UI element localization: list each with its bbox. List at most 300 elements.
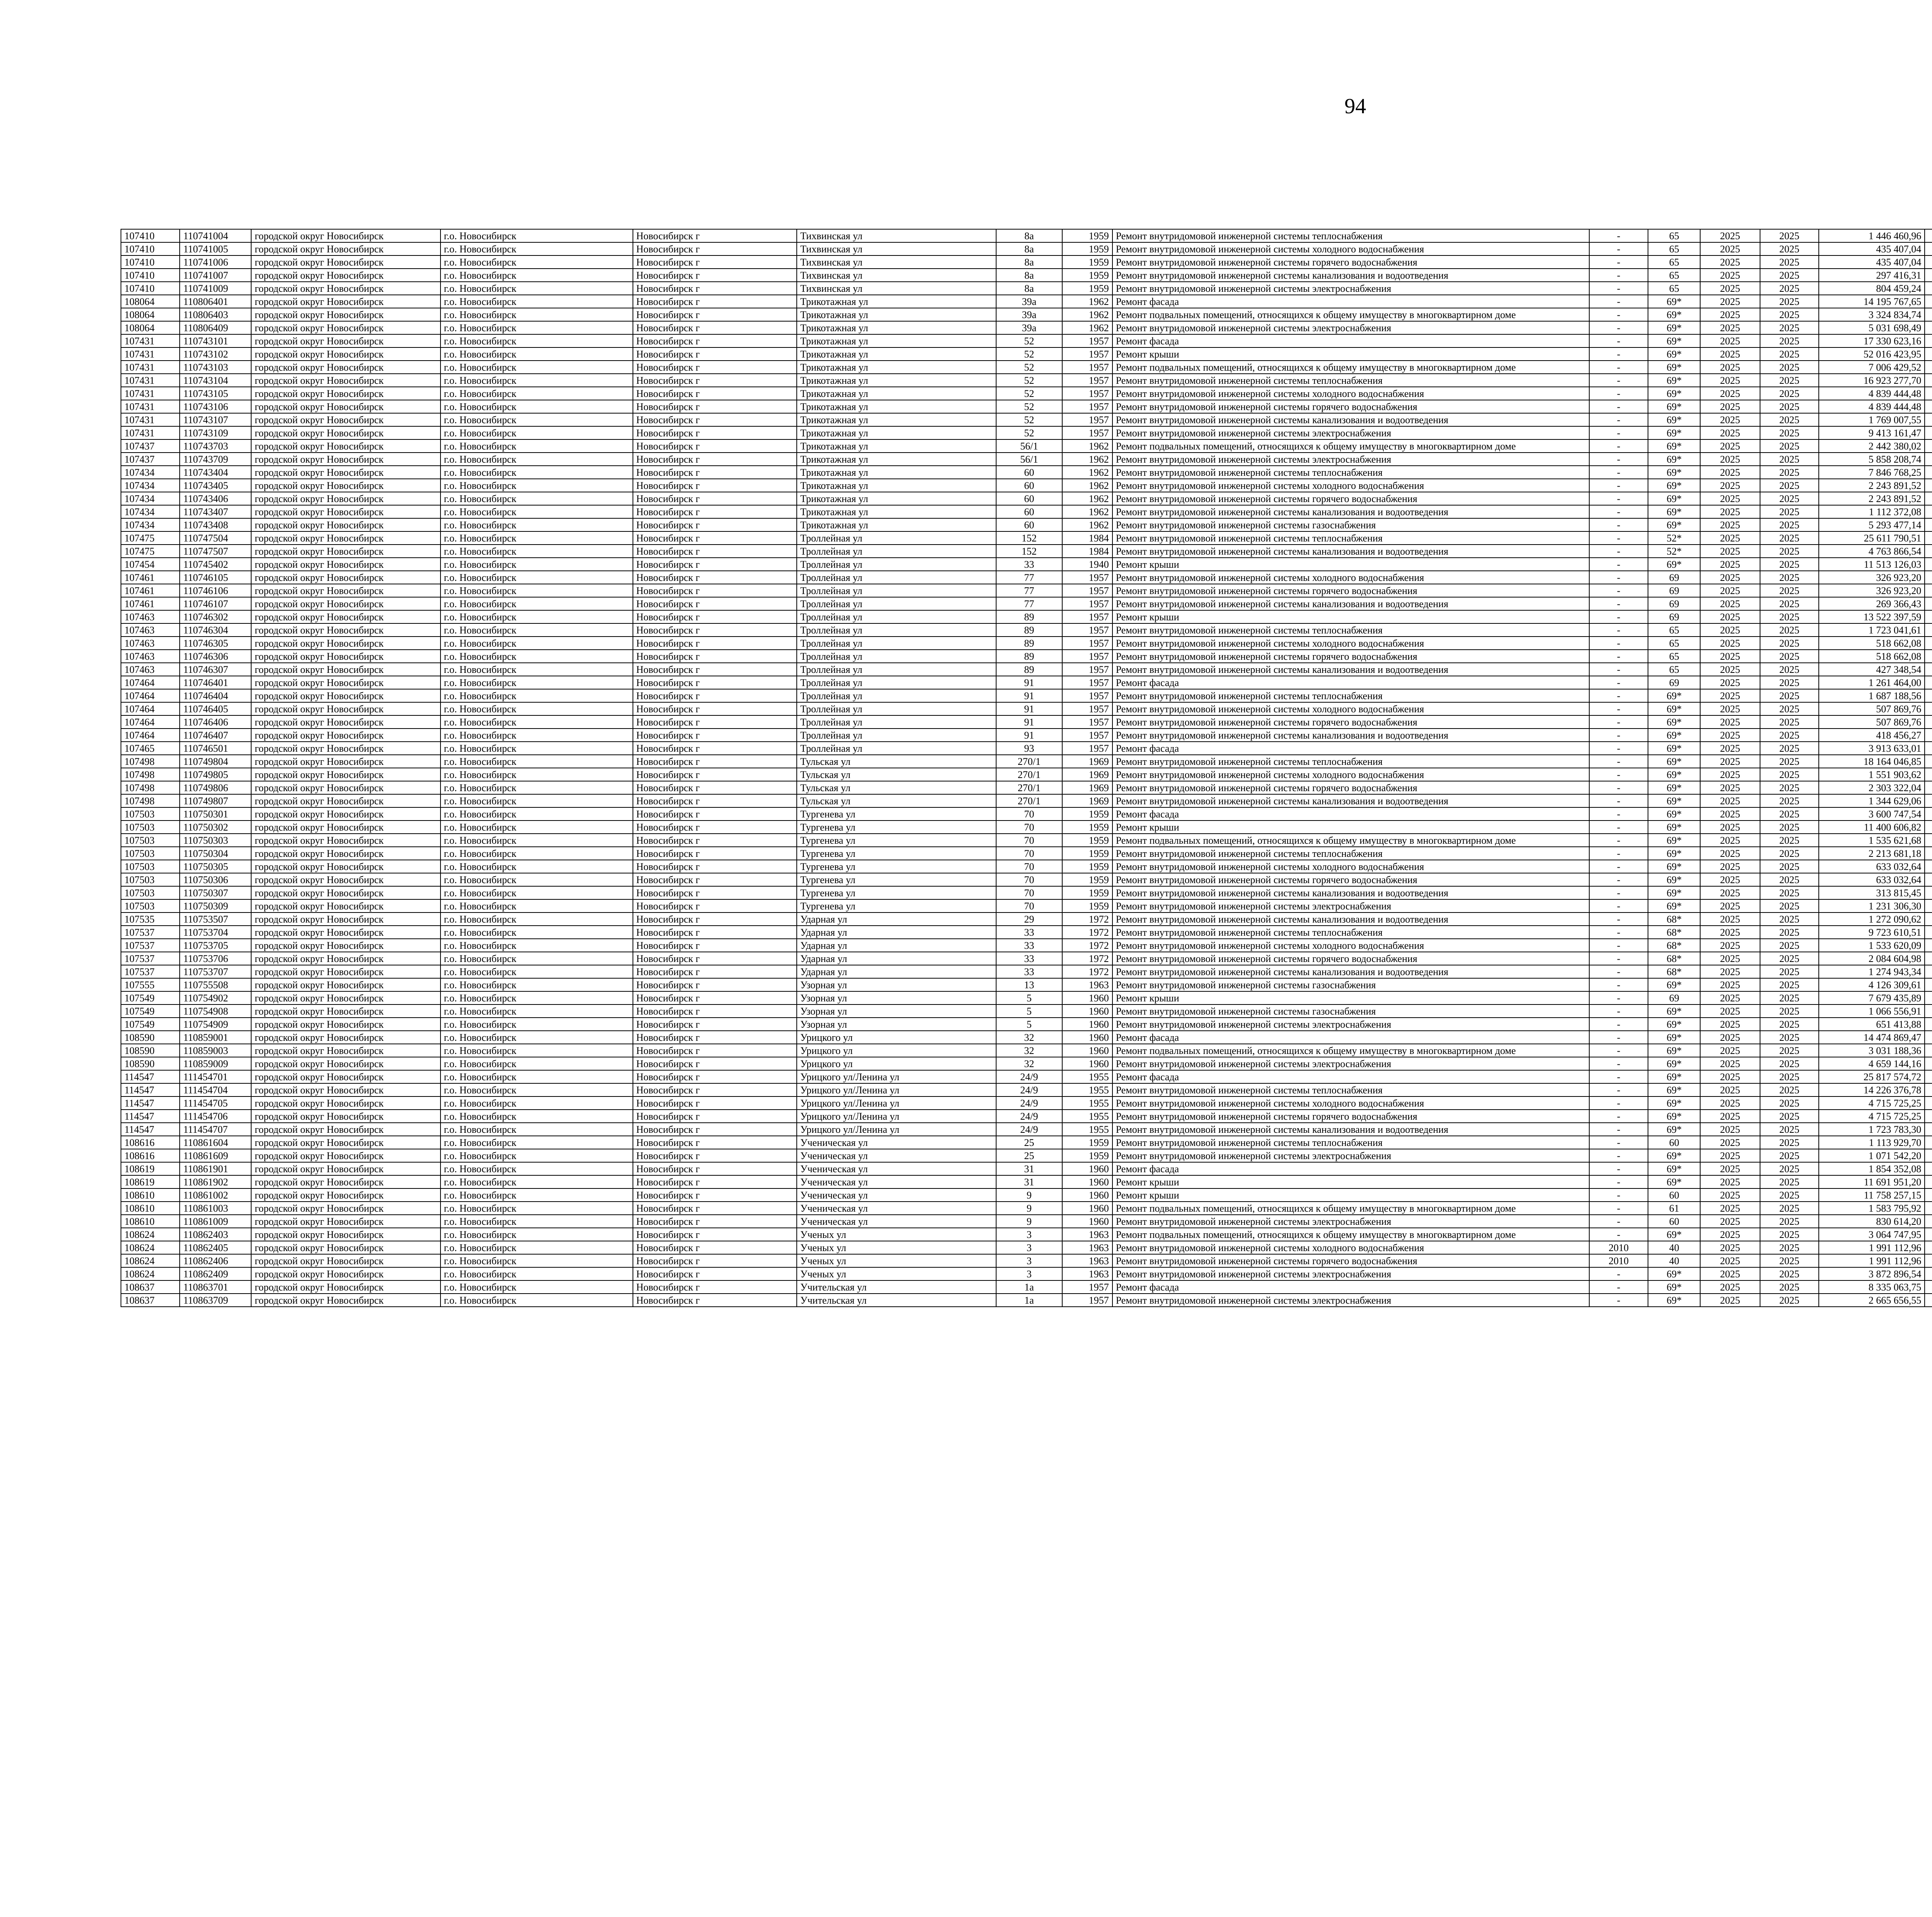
cell-house-id: 107503 <box>121 834 180 847</box>
cell-last-repair-year: - <box>1589 374 1648 387</box>
cell-last-repair-year: - <box>1589 1044 1648 1057</box>
cell-cost-fund <box>1925 361 1932 374</box>
cell-settlement: Новосибирск г <box>633 913 797 926</box>
cell-plan-year-start: 2025 <box>1700 1215 1760 1228</box>
cell-street: Узорная ул <box>797 1018 996 1031</box>
cell-plan-year-start: 2025 <box>1700 1280 1760 1294</box>
cell-element-id: 110806403 <box>180 308 251 321</box>
cell-wear-percent: 69* <box>1648 1110 1700 1123</box>
cell-street: Ученическая ул <box>797 1149 996 1162</box>
cell-plan-year-end: 2025 <box>1760 1280 1819 1294</box>
cell-wear-percent: 69* <box>1648 1004 1700 1018</box>
cell-cost-total: 1 991 112,96 <box>1819 1254 1925 1267</box>
cell-work-type: Ремонт внутридомовой инженерной системы холодного водоснабжения <box>1112 387 1589 400</box>
cell-house-number: 60 <box>996 492 1062 505</box>
cell-element-id: 110749805 <box>180 768 251 781</box>
cell-cost-total: 518 662,08 <box>1819 637 1925 650</box>
cell-cost-fund <box>1925 1202 1932 1215</box>
cell-municipality: городской округ Новосибирск <box>251 1057 440 1070</box>
cell-element-id: 110743408 <box>180 518 251 531</box>
cell-cost-fund <box>1925 913 1932 926</box>
cell-municipality: городской округ Новосибирск <box>251 584 440 597</box>
cell-municipality: городской округ Новосибирск <box>251 834 440 847</box>
cell-house-id: 107410 <box>121 269 180 282</box>
cell-municipality: городской округ Новосибирск <box>251 282 440 295</box>
cell-plan-year-start: 2025 <box>1700 1228 1760 1241</box>
cell-municipality: городской округ Новосибирск <box>251 229 440 242</box>
cell-cost-total: 1 723 783,30 <box>1819 1123 1925 1136</box>
cell-municipality: городской округ Новосибирск <box>251 689 440 702</box>
cell-settlement: Новосибирск г <box>633 400 797 413</box>
cell-last-repair-year: - <box>1589 479 1648 492</box>
cell-street: Урицкого ул <box>797 1044 996 1057</box>
cell-house-number: 3 <box>996 1228 1062 1241</box>
cell-plan-year-start: 2025 <box>1700 466 1760 479</box>
cell-house-number: 39а <box>996 321 1062 334</box>
cell-plan-year-start: 2025 <box>1700 518 1760 531</box>
cell-settlement: Новосибирск г <box>633 492 797 505</box>
cell-last-repair-year: - <box>1589 860 1648 873</box>
cell-district: г.о. Новосибирск <box>440 755 633 768</box>
table-row <box>121 597 1932 610</box>
cell-settlement: Новосибирск г <box>633 1044 797 1057</box>
table-row <box>121 492 1932 505</box>
cell-build-year: 1959 <box>1062 821 1112 834</box>
cell-settlement: Новосибирск г <box>633 650 797 663</box>
cell-cost-fund <box>1925 255 1932 269</box>
cell-wear-percent: 69* <box>1648 1083 1700 1096</box>
cell-cost-fund <box>1925 650 1932 663</box>
cell-cost-fund <box>1925 623 1932 637</box>
table-row <box>121 978 1932 991</box>
cell-last-repair-year: - <box>1589 466 1648 479</box>
cell-element-id: 110859009 <box>180 1057 251 1070</box>
cell-build-year: 1957 <box>1062 702 1112 715</box>
cell-last-repair-year: - <box>1589 505 1648 518</box>
cell-build-year: 1962 <box>1062 518 1112 531</box>
cell-street: Урицкого ул/Ленина ул <box>797 1110 996 1123</box>
cell-build-year: 1957 <box>1062 597 1112 610</box>
cell-municipality: городской округ Новосибирск <box>251 453 440 466</box>
cell-cost-total: 3 600 747,54 <box>1819 807 1925 821</box>
cell-plan-year-end: 2025 <box>1760 571 1819 584</box>
cell-build-year: 1955 <box>1062 1083 1112 1096</box>
cell-plan-year-end: 2025 <box>1760 545 1819 558</box>
cell-work-type: Ремонт внутридомовой инженерной системы электроснабжения <box>1112 1149 1589 1162</box>
cell-settlement: Новосибирск г <box>633 1004 797 1018</box>
cell-work-type: Ремонт подвальных помещений, относящихся к общему имуществу в многоквартирном доме <box>1112 1228 1589 1241</box>
cell-work-type: Ремонт подвальных помещений, относящихся к общему имуществу в многоквартирном доме <box>1112 308 1589 321</box>
cell-build-year: 1957 <box>1062 689 1112 702</box>
cell-element-id: 110746305 <box>180 637 251 650</box>
cell-street: Тургенева ул <box>797 847 996 860</box>
cell-street: Тургенева ул <box>797 834 996 847</box>
cell-district: г.о. Новосибирск <box>440 347 633 361</box>
cell-district: г.о. Новосибирск <box>440 453 633 466</box>
cell-district: г.о. Новосибирск <box>440 1110 633 1123</box>
cell-house-number: 70 <box>996 860 1062 873</box>
cell-element-id: 110743109 <box>180 426 251 439</box>
cell-last-repair-year: - <box>1589 1136 1648 1149</box>
cell-house-id: 107555 <box>121 978 180 991</box>
cell-wear-percent: 65 <box>1648 255 1700 269</box>
table-row <box>121 637 1932 650</box>
cell-element-id: 110749807 <box>180 794 251 807</box>
cell-work-type: Ремонт внутридомовой инженерной системы электроснабжения <box>1112 282 1589 295</box>
cell-wear-percent: 69* <box>1648 505 1700 518</box>
cell-cost-fund <box>1925 413 1932 426</box>
cell-district: г.о. Новосибирск <box>440 308 633 321</box>
cell-street: Троллейная ул <box>797 702 996 715</box>
cell-street: Троллейная ул <box>797 623 996 637</box>
cell-district: г.о. Новосибирск <box>440 400 633 413</box>
cell-build-year: 1960 <box>1062 1188 1112 1202</box>
cell-house-id: 108590 <box>121 1044 180 1057</box>
cell-element-id: 110741004 <box>180 229 251 242</box>
cell-element-id: 110863701 <box>180 1280 251 1294</box>
cell-work-type: Ремонт внутридомовой инженерной системы канализования и водоотведения <box>1112 663 1589 676</box>
cell-municipality: городской округ Новосибирск <box>251 742 440 755</box>
cell-house-number: 33 <box>996 926 1062 939</box>
cell-last-repair-year: - <box>1589 650 1648 663</box>
cell-plan-year-start: 2025 <box>1700 1057 1760 1070</box>
cell-cost-total: 651 413,88 <box>1819 1018 1925 1031</box>
cell-street: Тихвинская ул <box>797 242 996 255</box>
cell-plan-year-start: 2025 <box>1700 1241 1760 1254</box>
table-row <box>121 334 1932 347</box>
cell-element-id: 111454701 <box>180 1070 251 1083</box>
cell-house-number: 52 <box>996 347 1062 361</box>
cell-cost-fund <box>1925 781 1932 794</box>
cell-cost-total: 14 226 376,78 <box>1819 1083 1925 1096</box>
cell-build-year: 1962 <box>1062 295 1112 308</box>
cell-plan-year-start: 2025 <box>1700 939 1760 952</box>
table-row <box>121 308 1932 321</box>
cell-plan-year-end: 2025 <box>1760 229 1819 242</box>
cell-cost-total: 25 611 790,51 <box>1819 531 1925 545</box>
cell-district: г.о. Новосибирск <box>440 742 633 755</box>
cell-build-year: 1957 <box>1062 571 1112 584</box>
cell-house-number: 70 <box>996 847 1062 860</box>
table-row <box>121 453 1932 466</box>
cell-cost-total: 1 446 460,96 <box>1819 229 1925 242</box>
cell-plan-year-end: 2025 <box>1760 308 1819 321</box>
cell-settlement: Новосибирск г <box>633 518 797 531</box>
cell-plan-year-end: 2025 <box>1760 1149 1819 1162</box>
cell-municipality: городской округ Новосибирск <box>251 308 440 321</box>
cell-house-id: 107537 <box>121 952 180 965</box>
cell-cost-total: 3 913 633,01 <box>1819 742 1925 755</box>
cell-work-type: Ремонт внутридомовой инженерной системы холодного водоснабжения <box>1112 1241 1589 1254</box>
cell-cost-total: 1 231 306,30 <box>1819 899 1925 913</box>
cell-element-id: 110750307 <box>180 886 251 899</box>
cell-plan-year-end: 2025 <box>1760 466 1819 479</box>
cell-build-year: 1959 <box>1062 807 1112 821</box>
cell-district: г.о. Новосибирск <box>440 781 633 794</box>
cell-house-number: 70 <box>996 821 1062 834</box>
cell-district: г.о. Новосибирск <box>440 1175 633 1188</box>
cell-cost-total: 518 662,08 <box>1819 650 1925 663</box>
cell-work-type: Ремонт внутридомовой инженерной системы канализования и водоотведения <box>1112 965 1589 978</box>
cell-work-type: Ремонт внутридомовой инженерной системы холодного водоснабжения <box>1112 768 1589 781</box>
cell-house-number: 91 <box>996 676 1062 689</box>
cell-plan-year-end: 2025 <box>1760 1110 1819 1123</box>
cell-municipality: городской округ Новосибирск <box>251 886 440 899</box>
cell-build-year: 1957 <box>1062 637 1112 650</box>
cell-house-id: 108616 <box>121 1136 180 1149</box>
cell-work-type: Ремонт внутридомовой инженерной системы горячего водоснабжения <box>1112 1254 1589 1267</box>
cell-municipality: городской округ Новосибирск <box>251 610 440 623</box>
cell-cost-total: 14 195 767,65 <box>1819 295 1925 308</box>
cell-municipality: городской округ Новосибирск <box>251 1123 440 1136</box>
cell-street: Троллейная ул <box>797 545 996 558</box>
cell-element-id: 111454706 <box>180 1110 251 1123</box>
cell-house-number: 89 <box>996 663 1062 676</box>
cell-municipality: городской округ Новосибирск <box>251 1031 440 1044</box>
cell-house-number: 89 <box>996 623 1062 637</box>
cell-settlement: Новосибирск г <box>633 558 797 571</box>
cell-municipality: городской округ Новосибирск <box>251 571 440 584</box>
cell-cost-total: 313 815,45 <box>1819 886 1925 899</box>
cell-build-year: 1972 <box>1062 913 1112 926</box>
cell-cost-total: 1 113 929,70 <box>1819 1136 1925 1149</box>
cell-street: Трикотажная ул <box>797 374 996 387</box>
cell-plan-year-start: 2025 <box>1700 361 1760 374</box>
cell-cost-fund <box>1925 886 1932 899</box>
cell-plan-year-end: 2025 <box>1760 965 1819 978</box>
cell-plan-year-end: 2025 <box>1760 505 1819 518</box>
cell-street: Троллейная ул <box>797 584 996 597</box>
cell-build-year: 1959 <box>1062 229 1112 242</box>
cell-build-year: 1962 <box>1062 505 1112 518</box>
cell-street: Ученическая ул <box>797 1162 996 1175</box>
cell-element-id: 110859001 <box>180 1031 251 1044</box>
table-row <box>121 1149 1932 1162</box>
cell-district: г.о. Новосибирск <box>440 650 633 663</box>
cell-house-number: 152 <box>996 531 1062 545</box>
cell-build-year: 1962 <box>1062 439 1112 453</box>
cell-plan-year-start: 2025 <box>1700 715 1760 729</box>
cell-settlement: Новосибирск г <box>633 597 797 610</box>
cell-wear-percent: 69* <box>1648 794 1700 807</box>
cell-element-id: 110746304 <box>180 623 251 637</box>
cell-street: Тургенева ул <box>797 886 996 899</box>
cell-wear-percent: 69* <box>1648 1031 1700 1044</box>
cell-municipality: городской округ Новосибирск <box>251 269 440 282</box>
cell-wear-percent: 69* <box>1648 1057 1700 1070</box>
cell-plan-year-start: 2025 <box>1700 742 1760 755</box>
cell-district: г.о. Новосибирск <box>440 768 633 781</box>
cell-plan-year-end: 2025 <box>1760 334 1819 347</box>
cell-house-id: 107503 <box>121 860 180 873</box>
table-row <box>121 899 1932 913</box>
cell-wear-percent: 69* <box>1648 479 1700 492</box>
cell-house-id: 107437 <box>121 439 180 453</box>
cell-settlement: Новосибирск г <box>633 334 797 347</box>
cell-plan-year-start: 2025 <box>1700 1096 1760 1110</box>
cell-settlement: Новосибирск г <box>633 1083 797 1096</box>
cell-plan-year-start: 2025 <box>1700 439 1760 453</box>
cell-build-year: 1957 <box>1062 623 1112 637</box>
cell-cost-total: 2 243 891,52 <box>1819 479 1925 492</box>
cell-build-year: 1957 <box>1062 584 1112 597</box>
table-row <box>121 1136 1932 1149</box>
cell-plan-year-end: 2025 <box>1760 702 1819 715</box>
cell-work-type: Ремонт внутридомовой инженерной системы электроснабжения <box>1112 1215 1589 1228</box>
cell-house-number: 24/9 <box>996 1070 1062 1083</box>
cell-cost-total: 3 872 896,54 <box>1819 1267 1925 1280</box>
cell-last-repair-year: - <box>1589 1110 1648 1123</box>
cell-district: г.о. Новосибирск <box>440 1202 633 1215</box>
cell-last-repair-year: - <box>1589 308 1648 321</box>
cell-street: Урицкого ул <box>797 1031 996 1044</box>
cell-work-type: Ремонт внутридомовой инженерной системы горячего водоснабжения <box>1112 492 1589 505</box>
cell-work-type: Ремонт фасада <box>1112 1162 1589 1175</box>
cell-cost-fund <box>1925 860 1932 873</box>
cell-work-type: Ремонт внутридомовой инженерной системы теплоснабжения <box>1112 755 1589 768</box>
cell-house-id: 107503 <box>121 899 180 913</box>
cell-cost-total: 2 243 891,52 <box>1819 492 1925 505</box>
cell-wear-percent: 69* <box>1648 466 1700 479</box>
cell-element-id: 110741005 <box>180 242 251 255</box>
cell-last-repair-year: - <box>1589 413 1648 426</box>
cell-element-id: 110861901 <box>180 1162 251 1175</box>
cell-element-id: 110753704 <box>180 926 251 939</box>
cell-build-year: 1963 <box>1062 1228 1112 1241</box>
cell-wear-percent: 69* <box>1648 1162 1700 1175</box>
cell-house-id: 107475 <box>121 545 180 558</box>
cell-house-id: 108616 <box>121 1149 180 1162</box>
table-row <box>121 1280 1932 1294</box>
cell-street: Узорная ул <box>797 978 996 991</box>
cell-cost-fund <box>1925 702 1932 715</box>
cell-settlement: Новосибирск г <box>633 1123 797 1136</box>
cell-element-id: 110862406 <box>180 1254 251 1267</box>
cell-build-year: 1959 <box>1062 899 1112 913</box>
cell-house-id: 107463 <box>121 663 180 676</box>
cell-plan-year-end: 2025 <box>1760 1123 1819 1136</box>
cell-settlement: Новосибирск г <box>633 689 797 702</box>
cell-district: г.о. Новосибирск <box>440 466 633 479</box>
cell-municipality: городской округ Новосибирск <box>251 939 440 952</box>
table-row <box>121 768 1932 781</box>
cell-plan-year-start: 2025 <box>1700 295 1760 308</box>
cell-street: Трикотажная ул <box>797 518 996 531</box>
cell-work-type: Ремонт внутридомовой инженерной системы теплоснабжения <box>1112 847 1589 860</box>
cell-element-id: 110746107 <box>180 597 251 610</box>
cell-plan-year-start: 2025 <box>1700 873 1760 886</box>
cell-cost-fund <box>1925 374 1932 387</box>
cell-house-number: 70 <box>996 886 1062 899</box>
cell-house-number: 3 <box>996 1267 1062 1280</box>
cell-street: Ударная ул <box>797 913 996 926</box>
cell-wear-percent: 40 <box>1648 1241 1700 1254</box>
cell-plan-year-end: 2025 <box>1760 610 1819 623</box>
cell-house-number: 31 <box>996 1175 1062 1188</box>
cell-cost-total: 7 006 429,52 <box>1819 361 1925 374</box>
cell-work-type: Ремонт внутридомовой инженерной системы горячего водоснабжения <box>1112 715 1589 729</box>
cell-cost-fund <box>1925 715 1932 729</box>
cell-street: Тульская ул <box>797 768 996 781</box>
table-row <box>121 1228 1932 1241</box>
cell-wear-percent: 69* <box>1648 1018 1700 1031</box>
cell-plan-year-end: 2025 <box>1760 847 1819 860</box>
cell-plan-year-end: 2025 <box>1760 768 1819 781</box>
cell-street: Ученых ул <box>797 1254 996 1267</box>
cell-house-id: 108637 <box>121 1280 180 1294</box>
cell-district: г.о. Новосибирск <box>440 597 633 610</box>
cell-street: Троллейная ул <box>797 610 996 623</box>
cell-work-type: Ремонт крыши <box>1112 1188 1589 1202</box>
cell-plan-year-start: 2025 <box>1700 676 1760 689</box>
cell-work-type: Ремонт внутридомовой инженерной системы теплоснабжения <box>1112 623 1589 637</box>
cell-last-repair-year: - <box>1589 282 1648 295</box>
cell-last-repair-year: - <box>1589 637 1648 650</box>
cell-cost-fund <box>1925 873 1932 886</box>
cell-work-type: Ремонт крыши <box>1112 558 1589 571</box>
cell-cost-total: 1 854 352,08 <box>1819 1162 1925 1175</box>
cell-last-repair-year: - <box>1589 1267 1648 1280</box>
cell-district: г.о. Новосибирск <box>440 518 633 531</box>
cell-work-type: Ремонт внутридомовой инженерной системы теплоснабжения <box>1112 466 1589 479</box>
cell-last-repair-year: - <box>1589 1228 1648 1241</box>
cell-cost-fund <box>1925 242 1932 255</box>
cell-settlement: Новосибирск г <box>633 939 797 952</box>
cell-cost-total: 3 324 834,74 <box>1819 308 1925 321</box>
cell-plan-year-end: 2025 <box>1760 321 1819 334</box>
cell-settlement: Новосибирск г <box>633 321 797 334</box>
cell-district: г.о. Новосибирск <box>440 952 633 965</box>
cell-build-year: 1957 <box>1062 742 1112 755</box>
cell-cost-total: 7 846 768,25 <box>1819 466 1925 479</box>
cell-settlement: Новосибирск г <box>633 1188 797 1202</box>
cell-plan-year-end: 2025 <box>1760 755 1819 768</box>
cell-district: г.о. Новосибирск <box>440 834 633 847</box>
cell-street: Трикотажная ул <box>797 361 996 374</box>
cell-settlement: Новосибирск г <box>633 1267 797 1280</box>
cell-settlement: Новосибирск г <box>633 873 797 886</box>
cell-plan-year-start: 2025 <box>1700 834 1760 847</box>
table-row <box>121 466 1932 479</box>
cell-settlement: Новосибирск г <box>633 1175 797 1188</box>
cell-plan-year-end: 2025 <box>1760 426 1819 439</box>
cell-build-year: 1963 <box>1062 1241 1112 1254</box>
cell-plan-year-start: 2025 <box>1700 991 1760 1004</box>
cell-work-type: Ремонт внутридомовой инженерной системы горячего водоснабжения <box>1112 400 1589 413</box>
cell-last-repair-year: - <box>1589 991 1648 1004</box>
cell-work-type: Ремонт внутридомовой инженерной системы электроснабжения <box>1112 1267 1589 1280</box>
cell-last-repair-year: - <box>1589 847 1648 860</box>
table-row <box>121 1018 1932 1031</box>
cell-house-number: 70 <box>996 807 1062 821</box>
table-row <box>121 1096 1932 1110</box>
cell-municipality: городской округ Новосибирск <box>251 729 440 742</box>
cell-cost-total: 427 348,54 <box>1819 663 1925 676</box>
cell-house-number: 270/1 <box>996 794 1062 807</box>
cell-settlement: Новосибирск г <box>633 991 797 1004</box>
cell-municipality: городской округ Новосибирск <box>251 952 440 965</box>
cell-house-id: 107503 <box>121 873 180 886</box>
cell-settlement: Новосибирск г <box>633 663 797 676</box>
cell-last-repair-year: - <box>1589 242 1648 255</box>
cell-wear-percent: 69* <box>1648 361 1700 374</box>
table-row <box>121 558 1932 571</box>
cell-last-repair-year: - <box>1589 1162 1648 1175</box>
cell-district: г.о. Новосибирск <box>440 1188 633 1202</box>
cell-cost-total: 4 659 144,16 <box>1819 1057 1925 1070</box>
cell-plan-year-end: 2025 <box>1760 1018 1819 1031</box>
table-row <box>121 1004 1932 1018</box>
